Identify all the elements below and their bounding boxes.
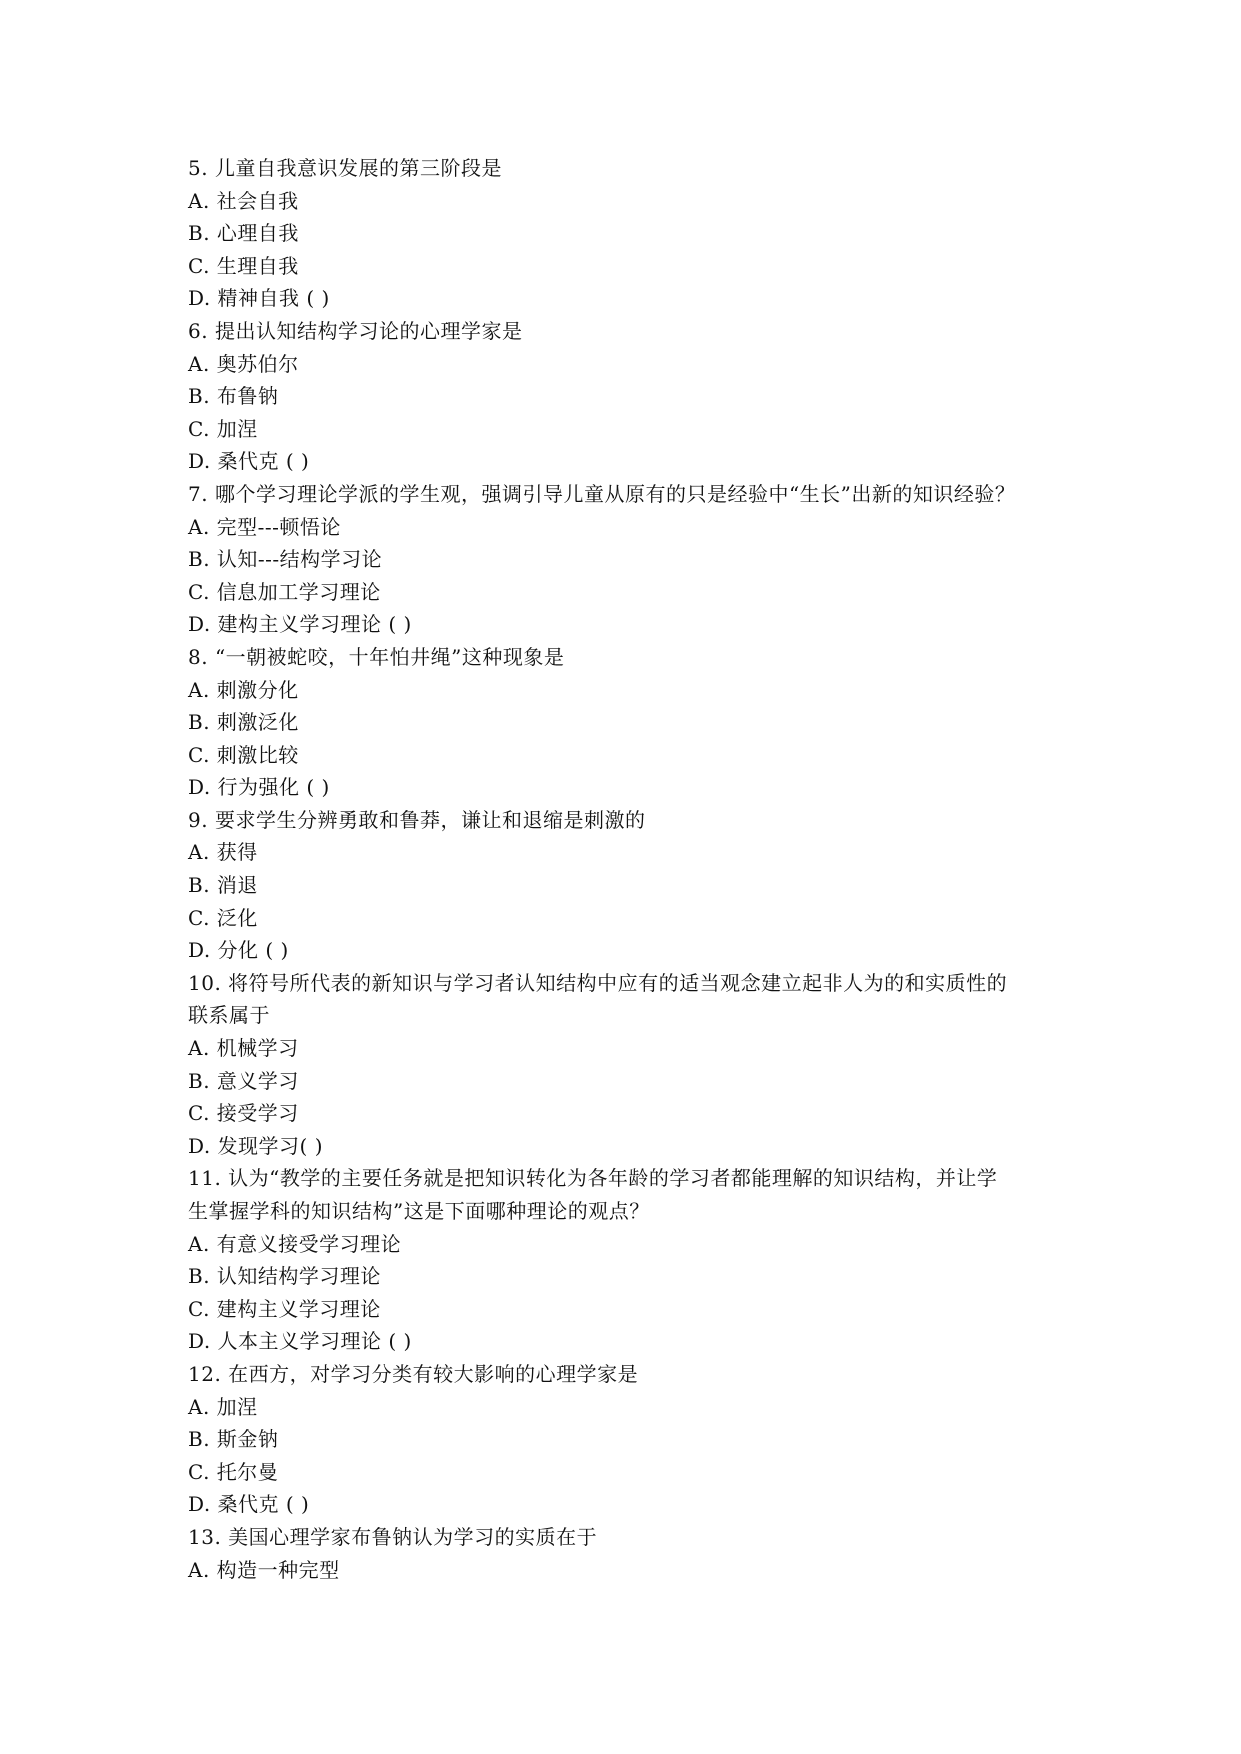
answer-option: D. 行为强化 ( ) [188, 775, 330, 800]
answer-option: D. 建构主义学习理论 ( ) [188, 612, 412, 637]
question-stem: 6. 提出认知结构学习论的心理学家是 [188, 318, 523, 343]
answer-option: A. 获得 [188, 840, 258, 865]
question-stem: 12. 在西方，对学习分类有较大影响的心理学家是 [188, 1361, 639, 1386]
answer-option: A. 机械学习 [188, 1036, 299, 1061]
question-stem-continuation: 生掌握学科的知识结构”这是下面哪种理论的观点？ [188, 1199, 650, 1223]
answer-option: D. 精神自我 ( ) [188, 286, 330, 311]
answer-option: A. 加涅 [188, 1394, 258, 1419]
answer-option: B. 刺激泛化 [188, 710, 299, 735]
answer-option: B. 布鲁钠 [188, 384, 279, 409]
answer-option: C. 生理自我 [188, 253, 299, 278]
answer-option: B. 认知---结构学习论 [188, 547, 383, 572]
answer-option: D. 分化 ( ) [188, 938, 289, 963]
answer-option: D. 发现学习( ) [188, 1133, 323, 1158]
answer-option: C. 接受学习 [188, 1101, 299, 1126]
answer-option: B. 消退 [188, 873, 258, 898]
question-stem-continuation: 联系属于 [188, 1003, 270, 1028]
answer-option: C. 刺激比较 [188, 742, 299, 767]
answer-option: C. 加涅 [188, 416, 258, 441]
question-stem: 9. 要求学生分辨勇敢和鲁莽，谦让和退缩是刺激的 [188, 807, 646, 832]
answer-option: A. 社会自我 [188, 188, 299, 213]
answer-option: D. 人本主义学习理论 ( ) [188, 1329, 412, 1354]
answer-option: C. 托尔曼 [188, 1459, 279, 1484]
answer-option: C. 建构主义学习理论 [188, 1296, 381, 1321]
question-stem: 5. 儿童自我意识发展的第三阶段是 [188, 156, 502, 180]
answer-option: B. 认知结构学习理论 [188, 1264, 381, 1289]
answer-option: D. 桑代克 ( ) [188, 449, 310, 474]
answer-option: A. 奥苏伯尔 [188, 351, 299, 376]
answer-option: A. 构造一种完型 [188, 1557, 340, 1582]
question-stem: 8. “一朝被蛇咬，十年怕井绳”这种现象是 [188, 644, 565, 669]
answer-option: A. 有意义接受学习理论 [188, 1231, 402, 1256]
question-stem: 7. 哪个学习理论学派的学生观，强调引导儿童从原有的只是经验中“生长”出新的知识经验？ [188, 481, 1016, 506]
answer-option: A. 刺激分化 [188, 677, 299, 702]
answer-option: A. 完型---顿悟论 [188, 514, 341, 539]
question-stem: 10. 将符号所代表的新知识与学习者认知结构中应有的适当观念建立起非人为的和实质性的 [188, 970, 1008, 995]
answer-option: B. 心理自我 [188, 221, 299, 246]
question-stem: 11. 认为“教学的主要任务就是把知识转化为各年龄的学习者都能理解的知识结构，并让学 [188, 1166, 998, 1191]
question-stem: 13. 美国心理学家布鲁钠认为学习的实质在于 [188, 1524, 598, 1549]
answer-option: D. 桑代克 ( ) [188, 1492, 310, 1517]
answer-option: B. 斯金钠 [188, 1427, 279, 1452]
answer-option: B. 意义学习 [188, 1068, 299, 1093]
answer-option: C. 泛化 [188, 905, 258, 930]
question-list [188, 152, 1068, 1586]
answer-option: C. 信息加工学习理论 [188, 579, 381, 604]
